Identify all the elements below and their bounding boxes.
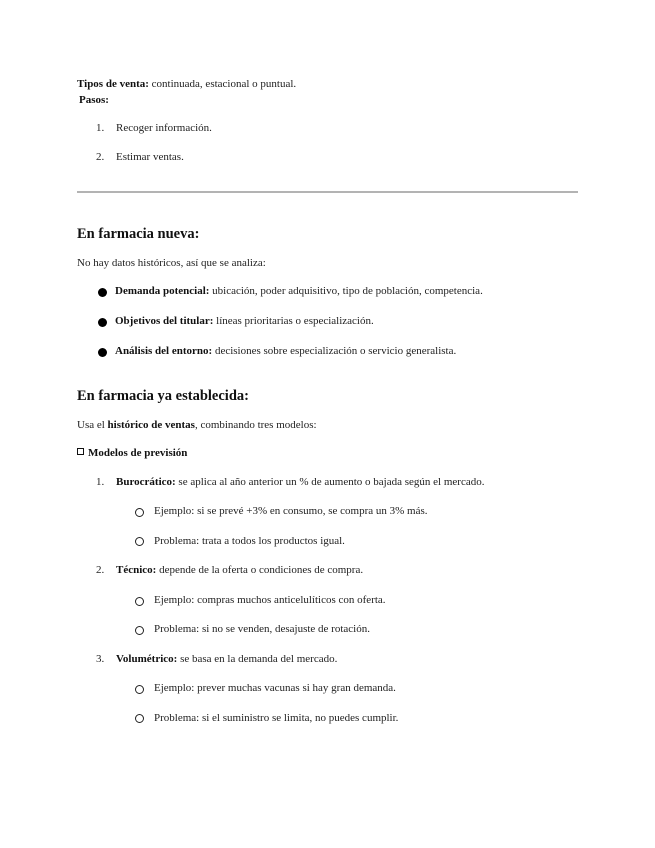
item-text: ubicación, poder adquisitivo, tipo de población, competencia. bbox=[212, 285, 483, 297]
list-number: 3. bbox=[96, 653, 105, 665]
establecida-intro: Usa el histórico de ventas, combinando tres modelos: bbox=[77, 419, 317, 431]
item-text: decisiones sobre especialización o servicio generalista. bbox=[214, 345, 457, 357]
tipos-label: Tipos de venta: bbox=[77, 78, 149, 90]
circle-bullet-icon bbox=[135, 597, 144, 606]
sub-item-problema: Problema: si el suministro se limita, no puedes cumplir. bbox=[154, 712, 399, 724]
list-number: 1. bbox=[96, 122, 105, 134]
list-item bbox=[115, 285, 483, 297]
circle-bullet-icon bbox=[135, 508, 144, 517]
item-label: Técnico: bbox=[116, 564, 157, 576]
square-bullet-icon bbox=[77, 448, 84, 455]
item-label: Burocrático: bbox=[116, 476, 176, 488]
sub-item-ejemplo: Ejemplo: compras muchos anticelulíticos con oferta. bbox=[154, 594, 386, 606]
pasos-label: Pasos: bbox=[79, 94, 109, 106]
item-text: se aplica al año anterior un % de aumento o bajada según el mercado. bbox=[178, 476, 485, 488]
horizontal-divider bbox=[77, 191, 578, 193]
list-item bbox=[96, 151, 184, 163]
list-number: 2. bbox=[96, 564, 105, 576]
item-text: líneas prioritarias o especialización. bbox=[216, 315, 374, 327]
list-item bbox=[115, 345, 456, 357]
bullet-icon bbox=[98, 318, 107, 327]
sub-item-ejemplo: Ejemplo: prever muchas vacunas si hay gran demanda. bbox=[154, 682, 396, 694]
circle-bullet-icon bbox=[135, 537, 144, 546]
bullet-icon bbox=[98, 348, 107, 357]
item-text: se basa en la demanda del mercado. bbox=[180, 653, 338, 665]
circle-bullet-icon bbox=[135, 714, 144, 723]
circle-bullet-icon bbox=[135, 685, 144, 694]
sub-item-ejemplo: Ejemplo: si se prevé +3% en consumo, se compra un 3% más. bbox=[154, 505, 428, 517]
modelos-heading: Modelos de previsión bbox=[77, 447, 187, 459]
circle-bullet-icon bbox=[135, 626, 144, 635]
bullet-icon bbox=[98, 288, 107, 297]
list-text: Estimar ventas. bbox=[116, 151, 184, 163]
item-text: depende de la oferta o condiciones de compra. bbox=[159, 564, 364, 576]
item-label: Objetivos del titular: bbox=[115, 315, 214, 327]
sub-item-problema: Problema: trata a todos los productos igual. bbox=[154, 535, 345, 547]
nueva-intro: No hay datos históricos, así que se analiza: bbox=[77, 257, 266, 269]
item-label: Demanda potencial: bbox=[115, 285, 210, 297]
list-item bbox=[96, 653, 337, 665]
list-item bbox=[96, 122, 212, 134]
list-item bbox=[96, 476, 484, 488]
item-label: Análisis del entorno: bbox=[115, 345, 213, 357]
list-number: 2. bbox=[96, 151, 105, 163]
list-text: Recoger información. bbox=[116, 122, 212, 134]
item-label: Volumétrico: bbox=[116, 653, 178, 665]
heading-farmacia-nueva: En farmacia nueva: bbox=[77, 226, 200, 242]
tipos-text: continuada, estacional o puntual. bbox=[151, 78, 297, 90]
list-item bbox=[115, 315, 374, 327]
list-item bbox=[96, 564, 363, 576]
tipos-de-venta-line bbox=[77, 78, 296, 90]
list-number: 1. bbox=[96, 476, 105, 488]
heading-farmacia-establecida: En farmacia ya establecida: bbox=[77, 388, 249, 404]
sub-item-problema: Problema: si no se venden, desajuste de rotación. bbox=[154, 623, 370, 635]
